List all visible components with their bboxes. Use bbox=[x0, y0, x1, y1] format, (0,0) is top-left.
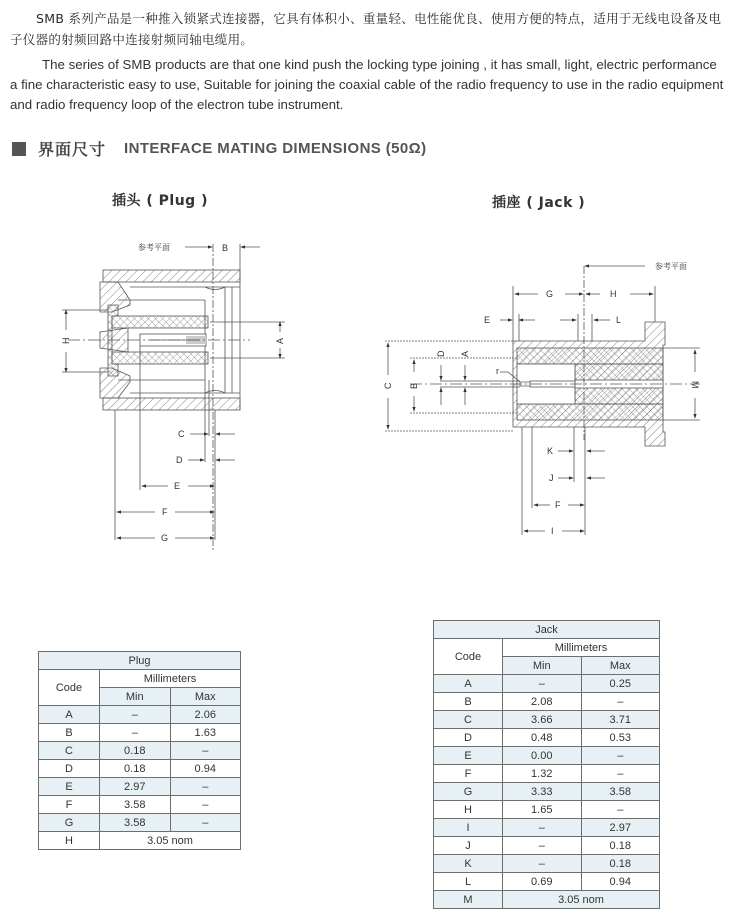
row-min: – bbox=[503, 855, 582, 873]
plug-shell-bottom bbox=[103, 398, 240, 410]
plug-dim-c: C bbox=[178, 429, 185, 439]
row-max: 0.53 bbox=[581, 729, 660, 747]
jack-dim-b: B bbox=[409, 382, 419, 389]
table-row bbox=[434, 891, 660, 909]
row-max: – bbox=[170, 814, 241, 832]
row-nominal: 3.05 nom bbox=[100, 832, 241, 850]
row-max: 0.18 bbox=[581, 837, 660, 855]
table-row bbox=[39, 778, 241, 796]
row-min: 3.58 bbox=[100, 796, 171, 814]
row-code: E bbox=[39, 778, 100, 796]
row-code: H bbox=[39, 832, 100, 850]
table-row bbox=[39, 742, 241, 760]
row-code: E bbox=[434, 747, 503, 765]
row-max: 3.71 bbox=[581, 711, 660, 729]
row-code: J bbox=[434, 837, 503, 855]
jack-dim-r: r bbox=[496, 366, 499, 376]
table-row bbox=[434, 801, 660, 819]
row-code: I bbox=[434, 819, 503, 837]
section-title-en: INTERFACE MATING DIMENSIONS (50Ω) bbox=[124, 140, 427, 157]
row-min: 0.00 bbox=[503, 747, 582, 765]
plug-shell-top bbox=[103, 270, 240, 282]
table-row bbox=[434, 711, 660, 729]
row-max: – bbox=[170, 742, 241, 760]
row-code: F bbox=[39, 796, 100, 814]
jack-dielectric-bottom bbox=[517, 404, 663, 420]
row-max: 2.06 bbox=[170, 706, 241, 724]
row-min: – bbox=[503, 675, 582, 693]
row-min: 2.08 bbox=[503, 693, 582, 711]
section-title-cn: 界面尺寸 bbox=[38, 140, 107, 159]
plug-dim-f: F bbox=[162, 507, 168, 517]
jack-table-title: Jack bbox=[434, 621, 660, 639]
row-max: – bbox=[581, 801, 660, 819]
row-min: 3.33 bbox=[503, 783, 582, 801]
table-row bbox=[434, 729, 660, 747]
row-nominal: 3.05 nom bbox=[503, 891, 660, 909]
plug-dielectric-bottom bbox=[112, 352, 208, 364]
row-min: – bbox=[100, 706, 171, 724]
plug-dim-h: H bbox=[61, 337, 71, 344]
row-code: A bbox=[39, 706, 100, 724]
row-min: 0.18 bbox=[100, 742, 171, 760]
row-max: – bbox=[581, 765, 660, 783]
intro-chinese-text: SMB 系列产品是一种推入锁紧式连接器，它具有体积小、重量轻、电性能优良、使用方便的特点，适用于无线电设备及电子仪器的射频回路中连接射频同轴电缆用。 bbox=[10, 11, 722, 47]
row-max: – bbox=[581, 693, 660, 711]
table-row bbox=[434, 873, 660, 891]
jack-min-header: Min bbox=[503, 657, 582, 675]
jack-dim-a: A bbox=[460, 350, 470, 357]
table-row bbox=[434, 747, 660, 765]
plug-dim-b: B bbox=[222, 243, 229, 253]
table-row bbox=[39, 706, 241, 724]
jack-dim-j: J bbox=[549, 473, 554, 483]
plug-dimension-table bbox=[38, 651, 241, 850]
jack-max-header: Max bbox=[581, 657, 660, 675]
plug-dim-a: A bbox=[275, 337, 285, 344]
jack-dim-k: K bbox=[547, 446, 554, 456]
row-code: L bbox=[434, 873, 503, 891]
jack-reference-plane-label: 参考平面 bbox=[655, 262, 687, 271]
plug-min-header: Min bbox=[100, 688, 171, 706]
jack-dim-c: C bbox=[383, 382, 393, 389]
row-max: – bbox=[581, 747, 660, 765]
jack-dim-e: E bbox=[484, 315, 491, 325]
row-min: – bbox=[503, 837, 582, 855]
row-min: 1.65 bbox=[503, 801, 582, 819]
row-min: 3.66 bbox=[503, 711, 582, 729]
jack-dim-h: H bbox=[610, 289, 617, 299]
table-row bbox=[39, 760, 241, 778]
row-max: 0.94 bbox=[170, 760, 241, 778]
row-max: 0.25 bbox=[581, 675, 660, 693]
table-row bbox=[434, 765, 660, 783]
jack-drawing bbox=[385, 266, 700, 535]
table-row bbox=[434, 837, 660, 855]
jack-dim-g: G bbox=[546, 289, 554, 299]
intro-english-text: The series of SMB products are that one kind push the locking type joining , it has small, light, electric performance a fine characteristic easy to use, Suitable for joining the coaxial cable of the radio frequency to use in the radio equipment and radio frequency loop of the electron tube instrument. bbox=[10, 57, 724, 112]
row-max: 0.94 bbox=[581, 873, 660, 891]
row-min: 0.48 bbox=[503, 729, 582, 747]
plug-dim-d: D bbox=[176, 455, 183, 465]
row-code: C bbox=[39, 742, 100, 760]
table-row bbox=[39, 724, 241, 742]
plug-drawing bbox=[62, 244, 285, 550]
table-row bbox=[434, 819, 660, 837]
table-row bbox=[434, 693, 660, 711]
table-row bbox=[434, 675, 660, 693]
row-code: C bbox=[434, 711, 503, 729]
plug-table-title: Plug bbox=[39, 652, 241, 670]
row-code: F bbox=[434, 765, 503, 783]
row-code: G bbox=[39, 814, 100, 832]
row-code: B bbox=[39, 724, 100, 742]
jack-dim-m: M bbox=[690, 381, 700, 389]
table-row bbox=[39, 832, 241, 850]
row-min: 3.58 bbox=[100, 814, 171, 832]
row-code: D bbox=[434, 729, 503, 747]
row-max: – bbox=[170, 778, 241, 796]
plug-max-header: Max bbox=[170, 688, 241, 706]
jack-dim-d: D bbox=[436, 350, 446, 357]
jack-code-header: Code bbox=[434, 639, 503, 675]
table-row bbox=[39, 814, 241, 832]
jack-unit-header: Millimeters bbox=[503, 639, 660, 657]
row-max: 1.63 bbox=[170, 724, 241, 742]
plug-reference-plane-label: 参考平面 bbox=[138, 243, 170, 252]
row-code: M bbox=[434, 891, 503, 909]
row-min: 0.69 bbox=[503, 873, 582, 891]
row-max: – bbox=[170, 796, 241, 814]
table-row bbox=[39, 796, 241, 814]
row-code: D bbox=[39, 760, 100, 778]
table-row bbox=[434, 783, 660, 801]
row-min: 2.97 bbox=[100, 778, 171, 796]
jack-dim-l: L bbox=[616, 315, 622, 325]
jack-dielectric-top bbox=[517, 348, 663, 364]
plug-unit-header: Millimeters bbox=[100, 670, 241, 688]
plug-figure-title: 插头 ( Plug ) bbox=[112, 193, 208, 209]
row-min: 1.32 bbox=[503, 765, 582, 783]
plug-dim-g: G bbox=[161, 533, 169, 543]
plug-dim-e: E bbox=[174, 481, 181, 491]
row-code: G bbox=[434, 783, 503, 801]
row-code: H bbox=[434, 801, 503, 819]
row-min: 0.18 bbox=[100, 760, 171, 778]
plug-dielectric-top bbox=[112, 316, 208, 328]
plug-code-header: Code bbox=[39, 670, 100, 706]
row-max: 0.18 bbox=[581, 855, 660, 873]
row-max: 2.97 bbox=[581, 819, 660, 837]
row-code: A bbox=[434, 675, 503, 693]
row-code: K bbox=[434, 855, 503, 873]
row-min: – bbox=[503, 819, 582, 837]
jack-figure-title: 插座 ( Jack ) bbox=[492, 195, 586, 211]
table-row bbox=[434, 855, 660, 873]
row-min: – bbox=[100, 724, 171, 742]
row-max: 3.58 bbox=[581, 783, 660, 801]
jack-dim-i: I bbox=[551, 526, 554, 536]
jack-dimension-table bbox=[433, 620, 660, 909]
row-code: B bbox=[434, 693, 503, 711]
jack-dim-f: F bbox=[555, 500, 561, 510]
